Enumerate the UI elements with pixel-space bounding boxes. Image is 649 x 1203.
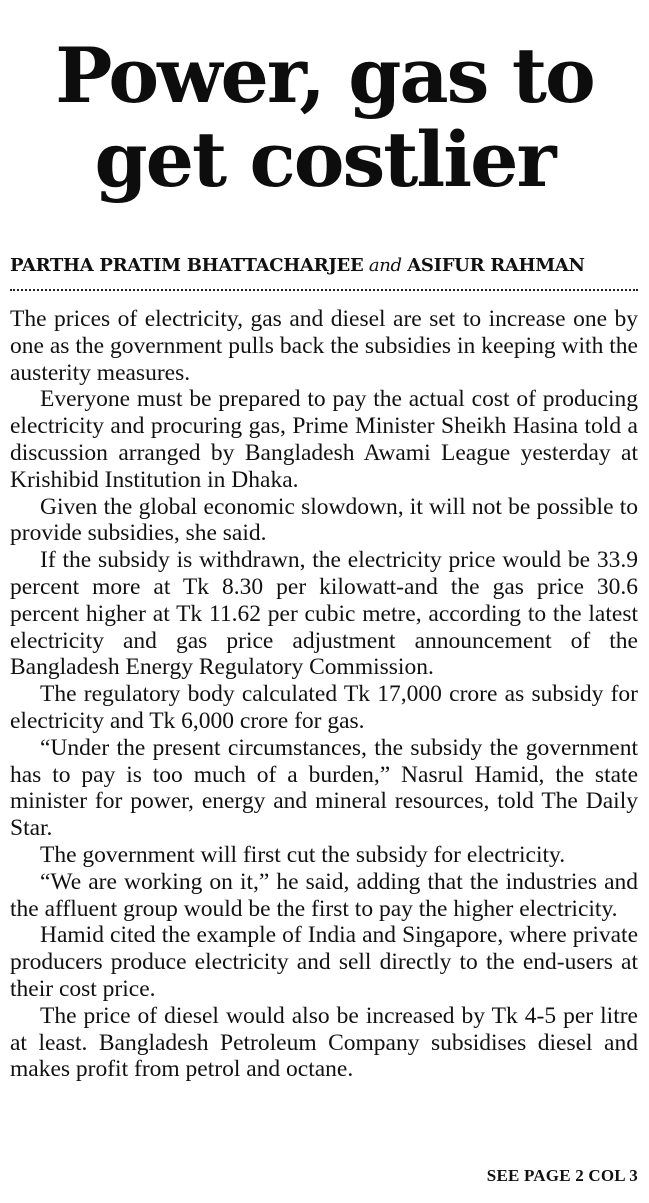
article-paragraph-4: If the subsidy is withdrawn, the electricity price would be 33.9 percent more at Tk 8.30 per kilowatt-and the gas price 30.6 percent higher at Tk 11.62 per cubic metre, according to the latest electricity and gas price adjustment announcement of the Bangladesh Energy Regulatory Commission.	[10, 547, 638, 681]
byline-dotted-divider	[10, 289, 638, 291]
byline	[10, 254, 585, 278]
headline	[8, 31, 641, 204]
article-paragraph-9: Hamid cited the example of India and Singapore, where private producers produce electricity and sell directly to the end-users at their cost price.	[10, 922, 638, 1002]
byline-conjunction: and	[368, 255, 402, 276]
continued-on-page-label: SEE PAGE 2 COL 3	[486, 1166, 638, 1185]
article-paragraph-10: The price of diesel would also be increased by Tk 4-5 per litre at least. Bangladesh Petroleum Company subsidises diesel and makes profit from petrol and octane.	[10, 1002, 638, 1083]
article-paragraph-3: Given the global economic slowdown, it will not be possible to provide subsidies, she said.	[10, 493, 638, 547]
article-paragraph-1: The prices of electricity, gas and diesel are set to increase one by one as the government pulls back the subsidies in keeping with the austerity measures.	[10, 306, 638, 386]
article-paragraph-5: The regulatory body calculated Tk 17,000 crore as subsidy for electricity and Tk 6,000 crore for gas.	[10, 681, 638, 734]
byline-author-1: PARTHA PRATIM BHATTACHARJEE	[10, 255, 364, 276]
byline-author-2: ASIFUR RAHMAN	[407, 255, 585, 276]
headline-line-2: get costlier	[94, 115, 555, 204]
article-paragraph-8: “We are working on it,” he said, adding that the industries and the affluent group would be the first to pay the higher electricity.	[10, 868, 638, 922]
article-paragraph-6: “Under the present circumstances, the subsidy the government has to pay is too much of a burden,” Nasrul Hamid, the state minister for power, energy and mineral resources, told The Daily Star.	[10, 734, 638, 842]
headline-line-1: Power, gas to	[55, 31, 594, 120]
article-paragraph-2: Everyone must be prepared to pay the actual cost of producing electricity and procuring gas, Prime Minister Sheikh Hasina told a discussion arranged by Bangladesh Awami League yesterday at Krishibid Institution in Dhaka.	[10, 386, 638, 493]
article-body	[10, 306, 638, 1083]
article-paragraph-7: The government will first cut the subsidy for electricity.	[40, 841, 566, 868]
